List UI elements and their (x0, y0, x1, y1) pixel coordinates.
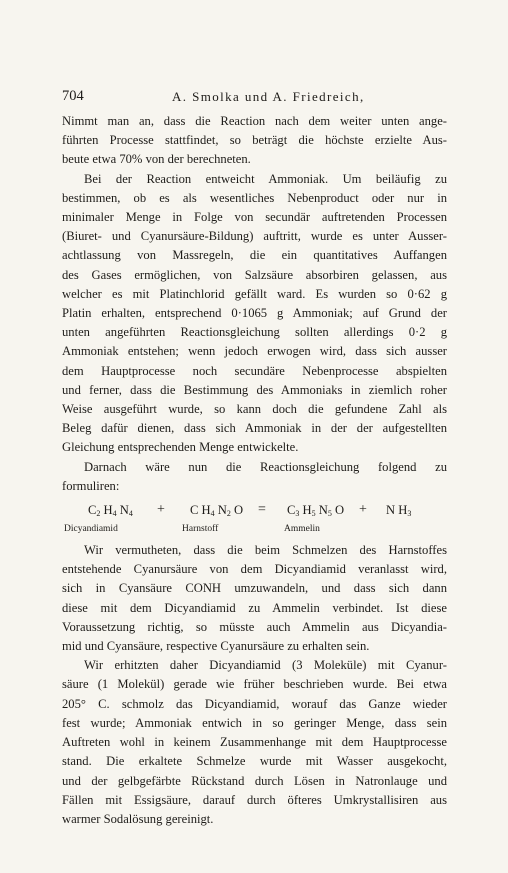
text-block-before-equation (62, 112, 447, 496)
equation-label: Dicyandiamid (64, 524, 118, 535)
formula-subscript: 3 (407, 509, 412, 519)
running-head: A. Smolka und A. Friedreich, (172, 89, 365, 104)
text-line: säure (1 Molekül) gerade wie früher beschrieben wurde. Bei etwa (62, 677, 447, 692)
formula-subscript: 3 (295, 509, 300, 519)
text-line: Wir vermutheten, dass die beim Schmelzen des Harnstoffes (84, 543, 447, 558)
text-line-last: formuliren: (62, 478, 120, 493)
text-line-last: Gleichung entsprechenden Menge entwickelte. (62, 440, 299, 455)
formula-element: C H (190, 503, 211, 518)
formula-element: N (116, 503, 129, 518)
text-block-after-equation (62, 541, 447, 829)
text-line: bestimmen, ob es als wesentliches Nebenproduct oder nur in (62, 190, 447, 205)
text-line: fest wurde; Ammoniak entwich in so geringer Menge, dass sein (62, 715, 447, 730)
text-line: Auftreten wohl in keinem Zusammenhange mit dem Hauptprocesse (62, 735, 447, 750)
formula-element: C (287, 503, 296, 518)
formula-subscript: 5 (327, 509, 332, 519)
text-line: minimaler Menge in Folge von secundär auftretenden Processen (62, 210, 447, 225)
text-line: Platin erhalten, entsprechend 0·1065 g Ammoniak; auf Grund der (62, 306, 447, 321)
text-line: Weise ausgeführt wurde, so kann doch die gefundene Zahl als (62, 402, 447, 417)
text-line-last: warmer Sodalösung gereinigt. (62, 811, 214, 826)
text-line: welcher es mit Platinchlorid gefällt ward. Es wurden so 0·62 g (62, 286, 447, 301)
text-line-last: mid und Cyansäure, respective Cyanursäure zu erhalten sein. (62, 639, 370, 654)
page-header (62, 88, 446, 106)
text-line: und der gelbgefärbte Rückstand durch Lösen in Natronlauge und (62, 773, 447, 788)
page-body (62, 112, 447, 829)
formula-subscript: 5 (311, 509, 316, 519)
text-line: Ammoniak entstehen; wenn jedoch erwogen wird, dass sich ausser (62, 344, 447, 359)
text-line: sich in Cyansäure CONH umzuwandeln, und dass sich dann (62, 581, 447, 596)
equation-formula (386, 501, 411, 523)
text-line: des Gases ermöglichen, von Salzsäure absorbiren gelassen, aus (62, 267, 447, 282)
equals-sign: = (258, 502, 266, 518)
formula-element: H (299, 503, 312, 518)
formula-element: N (315, 503, 328, 518)
text-line: (Biuret- und Cyanursäure-Bildung) auftritt, wurde es unter Ausser- (62, 229, 447, 244)
formula-element: N H (386, 503, 408, 518)
formula-element: O (230, 503, 244, 518)
text-line: Darnach wäre nun die Reactionsgleichung folgend zu (84, 459, 447, 474)
text-line: dem Hauptprocesse noch secundäre Nebenprocesse abspielten (62, 363, 447, 378)
equation-label: Ammelin (284, 524, 320, 535)
formula-element: H (100, 503, 113, 518)
text-line: Beleg dafür dienen, dass sich Ammoniak in der der aufgestellten (62, 421, 447, 436)
reaction-equation (62, 499, 447, 541)
formula-subscript: 2 (226, 509, 231, 519)
text-line: diese mit dem Dicyandiamid zu Ammelin verbindet. Ist diese (62, 600, 447, 615)
text-line: Wir erhitzten daher Dicyandiamid (3 Moleküle) mit Cyanur- (84, 658, 447, 673)
page-number: 704 (62, 88, 84, 104)
paragraph (62, 656, 447, 829)
formula-element: O (331, 503, 345, 518)
text-line: Bei der Reaction entweicht Ammoniak. Um beiläufig zu (84, 171, 447, 186)
text-line: Fällen mit Essigsäure, darauf durch öfteres Umkrystallisiren aus (62, 792, 447, 807)
paragraph (62, 541, 447, 656)
formula-subscript: 2 (96, 509, 101, 519)
text-line: stand. Die erkaltete Schmelze wurde mit Wasser ausgekocht, (62, 754, 447, 769)
plus-sign: + (359, 502, 367, 518)
text-line: achtlassung von Massregeln, die ein quantitatives Auffangen (62, 248, 447, 263)
text-line: und ferner, dass die Bestimmung des Ammoniaks in ziemlich roher (62, 382, 447, 397)
paragraph (62, 112, 447, 170)
formula-subscript: 4 (210, 509, 215, 519)
text-line: Voraussetzung richtig, so müsste auch Ammelin aus Dicyandia- (62, 619, 447, 634)
formula-subscript: 4 (128, 509, 133, 519)
text-line: unten angeführten Reactionsgleichung sollten allerdings 0·2 g (62, 325, 447, 340)
formula-element: N (214, 503, 227, 518)
plus-sign: + (157, 502, 165, 518)
text-line: Nimmt man an, dass die Reaction nach dem weiter unten ange- (62, 114, 447, 128)
formula-subscript: 4 (112, 509, 117, 519)
paragraph (62, 458, 447, 496)
formula-element: C (88, 503, 97, 518)
equation-label: Harnstoff (182, 524, 219, 535)
text-line: 205° C. schmolz das Dicyandiamid, worauf das Ganze wieder (62, 696, 447, 711)
paragraph (62, 170, 447, 458)
text-line: entstehende Cyanursäure von dem Dicyandiamid veranlasst wird, (62, 562, 447, 577)
text-line-last: beute etwa 70% von der berechneten. (62, 152, 251, 167)
text-line: führten Processe stattfindet, so beträgt die höchste erzielte Aus- (62, 133, 447, 148)
